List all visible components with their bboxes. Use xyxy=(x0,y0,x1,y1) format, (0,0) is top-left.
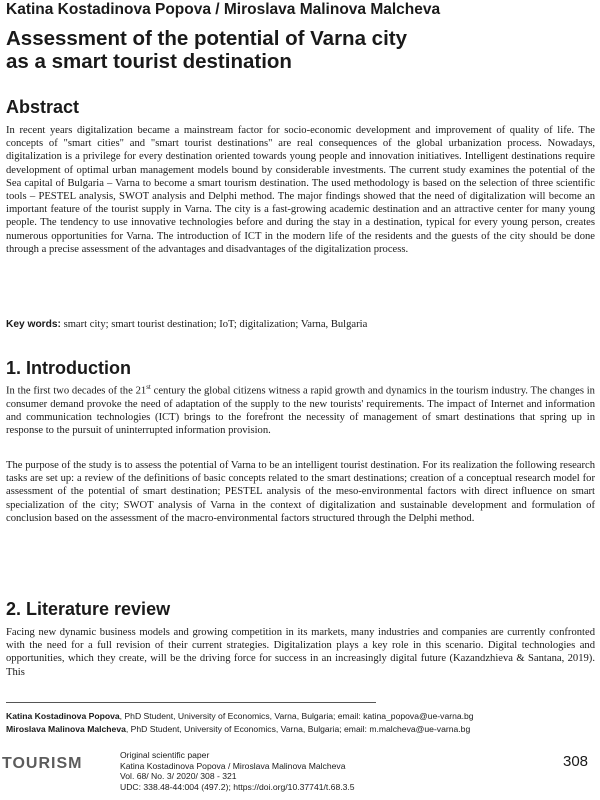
literature-review-heading: 2. Literature review xyxy=(6,599,171,619)
footer-citation xyxy=(120,750,355,792)
footer-volume: Vol. 68/ No. 3/ 2020/ 308 - 321 xyxy=(120,771,237,782)
author-line: Katina Kostadinova Popova / Miroslava Malinova Malcheva xyxy=(6,1,441,18)
footnote-author-1-details: , PhD Student, University of Economics, Varna, Bulgaria; email: katina_popova@ue-varna.bg xyxy=(119,711,474,721)
paper-title-line-2: as a smart tourist destination xyxy=(6,50,292,73)
footer-udc-doi: UDC: 338.48-44:004 (497.2); https://doi.org/10.37741/t.68.3.5 xyxy=(120,781,355,792)
abstract-text: In recent years digitalization became a mainstream factor for socio-economic development and improvement of quality of life. The concepts of "smart cities" and "smart tourist destinations" are real consequences of the global urbanization process. Nowadays, digitalization is a privilege for every destination oriented towards young people and innovation initiatives. Intelligent destinations require development of optimal urban management models bound by considerable investments. The current study examines the potential of the Sea capital of Bulgaria – Varna to become a smart tourism destination. The used methodology is based on the selection of three scientific tools – PESTEL analysis, SWOT analysis and Delphi method. The major findings showed that the need of digitalization will become an important feature of the tourist supply in Varna. The city is a fast-growing academic destination and an attractive center for many young people. The tendency to use innovative technologies before and during the stay in a destination, typical for every young person, creates numerous opportunities for Varna. The introduction of ICT in the modern life of the residents and the guests of the city should be done through a precise assessment of the advantages and disadvantages of the digitalization process. xyxy=(6,125,595,255)
literature-paragraph-1: Facing new dynamic business models and growing competition in its markets, many industries and companies are currently confronted with the need for a full revision of their current strategies. Digitalization plays a key role in this scenario. Digital technologies and opportunities, which they create, will be the driving force for success in an increasingly digital future (Kazandzhieva & Santana, 2019). This xyxy=(6,627,595,678)
footer-paper-type: Original scientific paper xyxy=(120,750,210,760)
footnote-author-2-details: , PhD Student, University of Economics, Varna, Bulgaria; email: m.malcheva@ue-varna.bg xyxy=(125,724,471,734)
footnote-author-2 xyxy=(6,724,595,735)
paper-title xyxy=(6,27,594,73)
intro-p1-start: In the first two decades of the 21 xyxy=(6,385,147,397)
footnote-author-1 xyxy=(6,711,595,722)
page-number: 308 xyxy=(563,753,589,770)
abstract-heading: Abstract xyxy=(6,97,80,117)
introduction-paragraph-1 xyxy=(6,381,595,437)
footer-authors: Katina Kostadinova Popova / Miroslava Malinova Malcheva xyxy=(120,760,346,771)
keywords-label: Key words: xyxy=(6,319,61,330)
footnote-divider xyxy=(6,702,376,703)
footnote-author-2-name: Miroslava Malinova Malcheva xyxy=(6,724,126,734)
paper-title-line-1: Assessment of the potential of Varna city xyxy=(6,27,407,50)
keywords xyxy=(6,318,595,331)
intro-p1-rest: century the global citizens witness a rapid growth and dynamics in the tourism industry. The changes in consumer demand provoke the need of adaptation of the supply to the new tourists' requirements. The impact of Internet and information and communication technologies (ICT) brings to the forefront the necessity of management of smart destinations that spring up in response to the pursuit of uninterrupted information provision. xyxy=(6,385,595,437)
footnote-author-1-name: Katina Kostadinova Popova xyxy=(6,711,120,721)
introduction-paragraph-2: The purpose of the study is to assess the potential of Varna to be an intelligent tourist destination. For its realization the following research tasks are set up: a review of the definitions of basic concepts related to the smart destinations; creation of a conceptual research model for assessment of the potential of smart destination; PESTEL analysis of the meso-environmental factors with direct influence on smart specialization of the city; SWOT analysis of Varna in the context of digitalization and sustainable development and formulation of conclusion based on the assessment of the macro-environmental factors structured through the Delphi method. xyxy=(6,460,595,524)
keywords-list: smart city; smart tourist destination; IoT; digitalization; Varna, Bulgaria xyxy=(60,319,368,330)
introduction-heading: 1. Introduction xyxy=(6,358,131,378)
journal-logo: TOURISM xyxy=(2,755,83,772)
intro-p1-superscript: st xyxy=(146,383,151,391)
